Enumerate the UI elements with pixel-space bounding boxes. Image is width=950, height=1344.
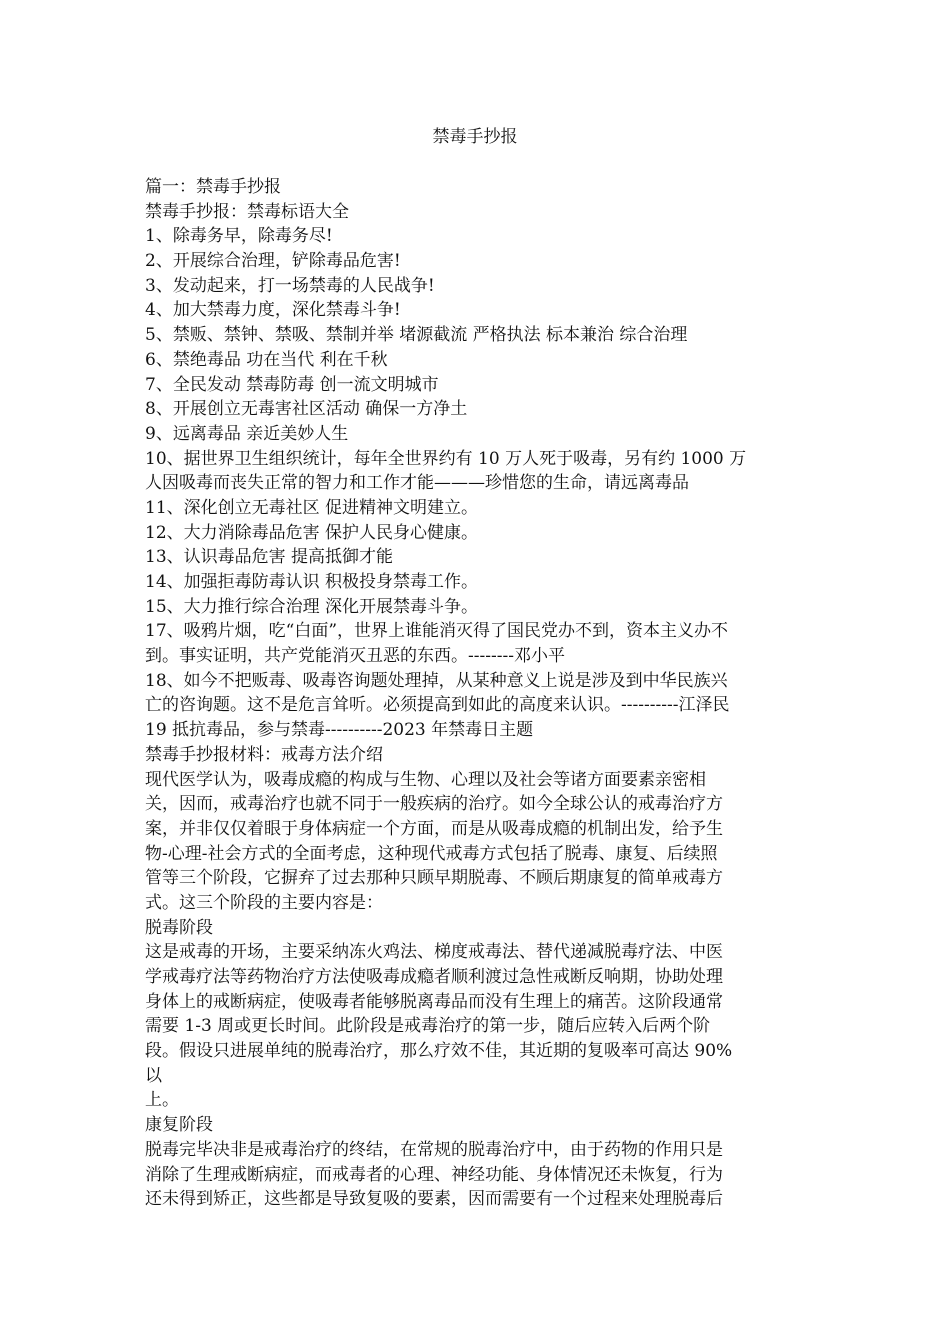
body-line: 9、远离毒品 亲近美妙人生 — [145, 423, 349, 444]
body-line: 15、大力推行综合治理 深化开展禁毒斗争。 — [145, 596, 479, 617]
body-line: 篇一：禁毒手抄报 — [145, 177, 281, 197]
body-line: 还未得到矫正，这些都是导致复吸的要素，因而需要有一个过程来处理脱毒后 — [145, 1189, 723, 1210]
body-line: 6、禁绝毒品 功在当代 利在千秋 — [145, 349, 388, 370]
document-body — [145, 175, 810, 1212]
body-line: 身体上的戒断病症，使吸毒者能够脱离毒品而没有生理上的痛苦。这阶段通常 — [145, 991, 723, 1012]
body-line: 3、发动起来，打一场禁毒的人民战争! — [145, 275, 435, 296]
body-line: 消除了生理戒断病症，而戒毒者的心理、神经功能、身体情况还未恢复，行为 — [145, 1164, 723, 1185]
body-line: 10、据世界卫生组织统计，每年全世界约有 10 万人死于吸毒，另有约 1000 万 — [145, 448, 747, 469]
body-line: 康复阶段 — [145, 1115, 213, 1136]
body-line: 1、除毒务早，除毒务尽! — [145, 226, 333, 247]
body-line: 这是戒毒的开场，主要采纳冻火鸡法、梯度戒毒法、替代递减脱毒疗法、中医 — [145, 942, 723, 963]
body-line: 案，并非仅仅着眼于身体病症一个方面，而是从吸毒成瘾的机制出发，给予生 — [145, 818, 723, 839]
body-line: 需要 1-3 周或更长时间。此阶段是戒毒治疗的第一步，随后应转入后两个阶 — [145, 1016, 711, 1037]
body-line: 段。假设只进展单纯的脱毒治疗，那么疗效不佳，其近期的复吸率可高达 90% — [145, 1041, 733, 1062]
body-line: 17、吸鸦片烟，吃“白面”，世界上谁能消灭得了国民党办不到，资本主义办不 — [145, 621, 729, 642]
body-line: 到。事实证明，共产党能消灭丑恶的东西。--------邓小平 — [145, 646, 565, 667]
body-line: 11、深化创立无毒社区 促进精神文明建立。 — [145, 497, 479, 518]
body-line: 4、加大禁毒力度，深化禁毒斗争! — [145, 300, 401, 321]
body-line: 式。这三个阶段的主要内容是： — [145, 892, 383, 913]
body-line: 亡的咨询题。这不是危言耸听。必须提高到如此的高度来认识。----------江泽民 — [145, 695, 730, 716]
body-line: 脱毒阶段 — [145, 917, 213, 938]
document-title: 禁毒手抄报 — [432, 127, 518, 147]
body-line: 现代医学认为，吸毒成瘾的构成与生物、心理以及社会等诸方面要素亲密相 — [145, 769, 706, 790]
body-line: 物-心理-社会方式的全面考虑，这种现代戒毒方式包括了脱毒、康复、后续照 — [145, 843, 718, 864]
body-line: 7、全民发动 禁毒防毒 创一流文明城市 — [145, 374, 439, 395]
body-line: 脱毒完毕决非是戒毒治疗的终结，在常规的脱毒治疗中，由于药物的作用只是 — [145, 1139, 723, 1160]
body-line: 18、如今不把贩毒、吸毒咨询题处理掉，从某种意义上说是涉及到中华民族兴 — [145, 670, 728, 691]
body-line: 2、开展综合治理，铲除毒品危害! — [145, 251, 401, 272]
body-line: 管等三个阶段，它摒弃了过去那种只顾早期脱毒、不顾后期康复的简单戒毒方 — [145, 868, 723, 889]
body-line: 禁毒手抄报：禁毒标语大全 — [145, 201, 349, 222]
body-line: 人因吸毒而丧失正常的智力和工作才能———珍惜您的生命，请远离毒品 — [145, 473, 689, 494]
body-line: 14、加强拒毒防毒认识 积极投身禁毒工作。 — [145, 572, 479, 592]
body-line: 12、大力消除毒品危害 保护人民身心健康。 — [145, 522, 479, 543]
body-line: 5、禁贩、禁钟、禁吸、禁制并举 堵源截流 严格执法 标本兼治 综合治理 — [145, 325, 688, 346]
body-line: 禁毒手抄报材料：戒毒方法介绍 — [145, 744, 383, 765]
body-line: 8、开展创立无毒害社区活动 确保一方净土 — [145, 399, 468, 420]
body-line: 19 抵抗毒品，参与禁毒----------2023 年禁毒日主题 — [145, 720, 534, 741]
body-line: 13、认识毒品危害 提高抵御才能 — [145, 547, 394, 568]
body-line: 上。 — [145, 1090, 179, 1111]
body-line: 以 — [145, 1065, 162, 1086]
body-line: 关，因而，戒毒治疗也就不同于一般疾病的治疗。如今全球公认的戒毒治疗方 — [145, 794, 723, 815]
body-line: 学戒毒疗法等药物治疗方法使吸毒成瘾者顺利渡过急性戒断反响期，协助处理 — [145, 967, 723, 987]
